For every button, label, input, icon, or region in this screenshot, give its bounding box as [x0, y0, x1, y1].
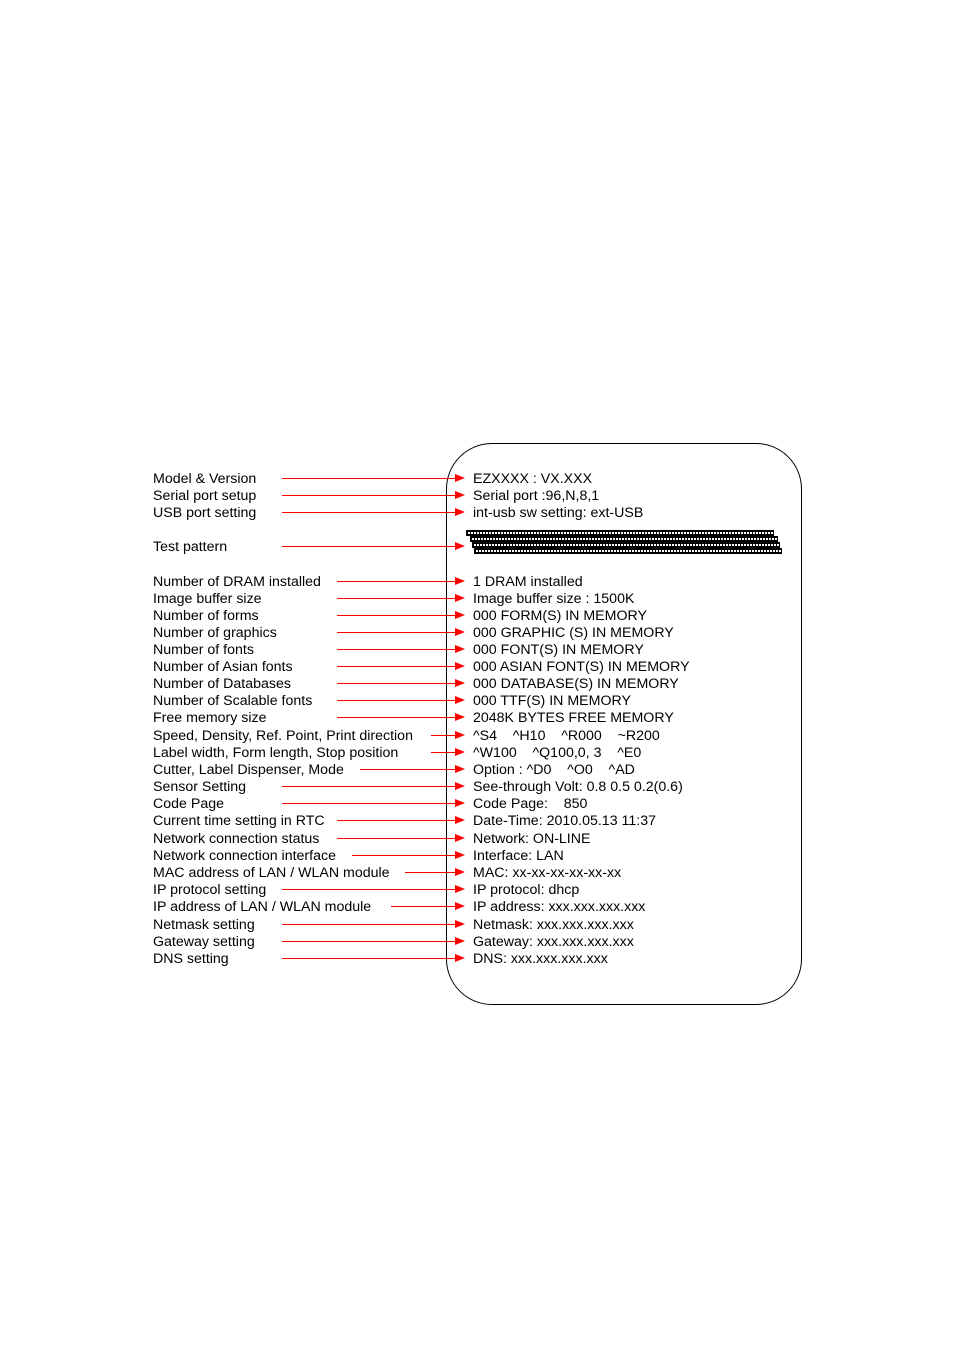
row-label: Netmask setting: [153, 917, 255, 933]
row-value: 1 DRAM installed: [473, 574, 583, 590]
row-value: ^S4 ^H10 ^R000 ~R200: [473, 728, 660, 744]
row-label: Number of fonts: [153, 642, 254, 658]
row-value: 2048K BYTES FREE MEMORY: [473, 710, 674, 726]
row-value: EZXXXX : VX.XXX: [473, 471, 593, 487]
pointer-arrow: [431, 735, 465, 737]
row-value: Code Page: 850: [473, 796, 588, 812]
row-value: Date-Time: 2010.05.13 11:37: [473, 813, 656, 829]
row-label: DNS setting: [153, 951, 229, 967]
pointer-arrow: [337, 717, 465, 719]
pointer-arrow: [282, 924, 465, 926]
row-value: DNS: xxx.xxx.xxx.xxx: [473, 951, 608, 967]
row-label: IP protocol setting: [153, 882, 267, 898]
row-label: Number of Databases: [153, 676, 292, 692]
row-value: Option : ^D0 ^O0 ^AD: [473, 762, 635, 778]
row-value: IP address: xxx.xxx.xxx.xxx: [473, 899, 646, 915]
diagram-row: [0, 744, 955, 762]
diagram-row: [0, 590, 955, 608]
row-value: 000 ASIAN FONT(S) IN MEMORY: [473, 659, 690, 675]
row-label: Test pattern: [153, 539, 228, 555]
diagram-row: [0, 727, 955, 745]
row-label: Gateway setting: [153, 934, 255, 950]
diagram-row: [0, 881, 955, 899]
diagram-row: [0, 950, 955, 968]
row-value: 000 FORM(S) IN MEMORY: [473, 608, 647, 624]
diagram-row: [0, 538, 955, 556]
diagram-row: [0, 830, 955, 848]
diagram-row: [0, 487, 955, 505]
pointer-arrow: [282, 478, 465, 480]
pointer-arrow: [282, 941, 465, 943]
row-label: Number of graphics: [153, 625, 277, 641]
diagram-row: [0, 761, 955, 779]
row-value: Interface: LAN: [473, 848, 564, 864]
row-label: USB port setting: [153, 505, 257, 521]
row-label: Number of forms: [153, 608, 259, 624]
diagram-row: [0, 470, 955, 488]
diagram-row: [0, 607, 955, 625]
row-value: ^W100 ^Q100,0, 3 ^E0: [473, 745, 642, 761]
pointer-arrow: [391, 906, 465, 908]
diagram-row: [0, 778, 955, 796]
row-value: 000 GRAPHIC (S) IN MEMORY: [473, 625, 674, 641]
pointer-arrow: [337, 598, 465, 600]
row-value: int-usb sw setting: ext-USB: [473, 505, 644, 521]
row-label: Current time setting in RTC: [153, 813, 325, 829]
row-label: Speed, Density, Ref. Point, Print direction: [153, 728, 413, 744]
pointer-arrow: [282, 803, 465, 805]
row-value: IP protocol: dhcp: [473, 882, 580, 898]
row-value: Serial port :96,N,8,1: [473, 488, 600, 504]
pointer-arrow: [282, 512, 465, 514]
pointer-arrow: [337, 838, 465, 840]
row-label: Network connection status: [153, 831, 320, 847]
pointer-arrow: [282, 495, 465, 497]
row-label: Image buffer size: [153, 591, 262, 607]
row-value: See-through Volt: 0.8 0.5 0.2(0.6): [473, 779, 683, 795]
diagram-row: [0, 504, 955, 522]
row-label: Label width, Form length, Stop position: [153, 745, 399, 761]
diagram-row: [0, 624, 955, 642]
diagram-row: [0, 898, 955, 916]
row-label: Code Page: [153, 796, 224, 812]
pointer-arrow: [431, 752, 465, 754]
pointer-arrow: [337, 632, 465, 634]
row-value: Image buffer size : 1500K: [473, 591, 635, 607]
pointer-arrow: [337, 683, 465, 685]
pointer-arrow: [352, 855, 465, 857]
row-label: Model & Version: [153, 471, 257, 487]
pointer-arrow: [337, 581, 465, 583]
pointer-arrow: [337, 615, 465, 617]
row-value: 000 TTF(S) IN MEMORY: [473, 693, 631, 709]
row-label: Number of Scalable fonts: [153, 693, 313, 709]
diagram-row: [0, 916, 955, 934]
row-label: Serial port setup: [153, 488, 257, 504]
pointer-arrow: [360, 769, 465, 771]
diagram-row: [0, 847, 955, 865]
row-value: Network: ON-LINE: [473, 831, 591, 847]
row-label: MAC address of LAN / WLAN module: [153, 865, 390, 881]
row-value: 000 DATABASE(S) IN MEMORY: [473, 676, 679, 692]
pointer-arrow: [337, 649, 465, 651]
row-value: 000 FONT(S) IN MEMORY: [473, 642, 644, 658]
row-label: IP address of LAN / WLAN module: [153, 899, 372, 915]
row-label: Cutter, Label Dispenser, Mode: [153, 762, 344, 778]
pointer-arrow: [337, 820, 465, 822]
row-label: Number of DRAM installed: [153, 574, 321, 590]
diagram-row: [0, 658, 955, 676]
pointer-arrow: [337, 700, 465, 702]
diagram-row: [0, 573, 955, 591]
pointer-arrow: [405, 872, 465, 874]
pointer-arrow: [282, 958, 465, 960]
diagram-row: [0, 933, 955, 951]
row-label: Number of Asian fonts: [153, 659, 293, 675]
diagram-row: [0, 641, 955, 659]
diagram-row: [0, 692, 955, 710]
pointer-arrow: [282, 546, 465, 548]
diagram-row: [0, 795, 955, 813]
row-label: Free memory size: [153, 710, 267, 726]
diagram-row: [0, 675, 955, 693]
diagram-row: [0, 864, 955, 882]
pointer-arrow: [337, 666, 465, 668]
pointer-arrow: [282, 889, 465, 891]
pointer-arrow: [282, 786, 465, 788]
row-label: Sensor Setting: [153, 779, 247, 795]
diagram-row: [0, 709, 955, 727]
row-value: Gateway: xxx.xxx.xxx.xxx: [473, 934, 634, 950]
row-value: Netmask: xxx.xxx.xxx.xxx: [473, 917, 634, 933]
diagram-row: [0, 812, 955, 830]
row-value: MAC: xx-xx-xx-xx-xx-xx: [473, 865, 622, 881]
row-label: Network connection interface: [153, 848, 336, 864]
